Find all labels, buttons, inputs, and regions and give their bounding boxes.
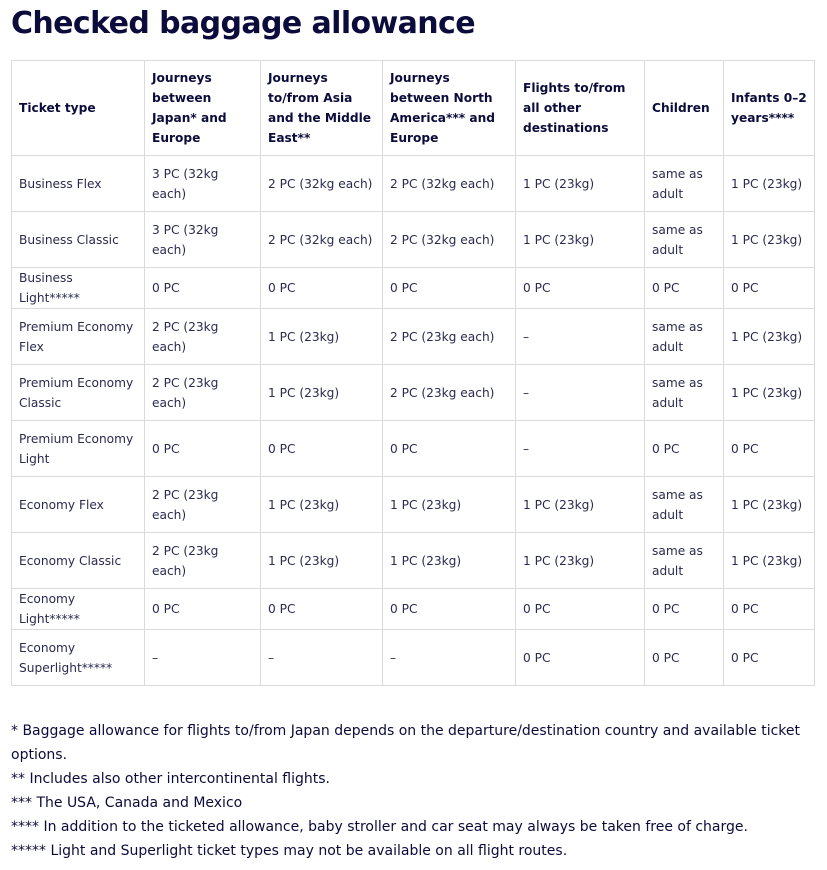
- ticket-type-cell: Premium Economy Light: [12, 421, 145, 477]
- table-cell: 1 PC (23kg): [724, 365, 815, 421]
- ticket-type-cell: Economy Flex: [12, 477, 145, 533]
- table-cell: 0 PC: [645, 268, 724, 309]
- table-cell: 1 PC (23kg): [516, 156, 645, 212]
- baggage-allowance-table: [11, 60, 815, 686]
- table-row: [12, 365, 815, 421]
- ticket-type-cell: Premium Economy Classic: [12, 365, 145, 421]
- table-cell: 0 PC: [645, 589, 724, 630]
- table-cell: 0 PC: [724, 630, 815, 686]
- table-row: [12, 421, 815, 477]
- ticket-type-cell: Business Classic: [12, 212, 145, 268]
- footnote: ** Includes also other intercontinental flights.: [11, 771, 330, 787]
- table-cell: –: [145, 630, 261, 686]
- table-cell: 0 PC: [516, 268, 645, 309]
- column-header-ticket-type: Ticket type: [12, 61, 145, 156]
- table-cell: 0 PC: [145, 268, 261, 309]
- table-cell: –: [383, 630, 516, 686]
- table-cell: 0 PC: [383, 268, 516, 309]
- column-header-children: Children: [645, 61, 724, 156]
- table-cell: same as adult: [645, 156, 724, 212]
- table-cell: 2 PC (32kg each): [383, 156, 516, 212]
- table-cell: 3 PC (32kg each): [145, 212, 261, 268]
- table-cell: 1 PC (23kg): [261, 365, 383, 421]
- table-cell: 2 PC (23kg each): [145, 309, 261, 365]
- table-cell: 0 PC: [261, 421, 383, 477]
- ticket-type-cell: Economy Light*****: [12, 589, 145, 630]
- table-cell: 1 PC (23kg): [724, 156, 815, 212]
- table-cell: 0 PC: [261, 589, 383, 630]
- table-row: [12, 156, 815, 212]
- table-cell: –: [516, 421, 645, 477]
- table-cell: 1 PC (23kg): [724, 212, 815, 268]
- table-cell: 3 PC (32kg each): [145, 156, 261, 212]
- table-cell: 0 PC: [516, 630, 645, 686]
- table-cell: 0 PC: [145, 589, 261, 630]
- column-header-asia-middle-east: Journeys to/from Asia and the Middle East**: [261, 61, 383, 156]
- table-cell: 1 PC (23kg): [261, 533, 383, 589]
- table-cell: 1 PC (23kg): [516, 533, 645, 589]
- ticket-type-cell: Business Light*****: [12, 268, 145, 309]
- table-cell: same as adult: [645, 533, 724, 589]
- table-row: [12, 533, 815, 589]
- column-header-japan-europe: Journeys between Japan* and Europe: [145, 61, 261, 156]
- table-cell: 0 PC: [516, 589, 645, 630]
- table-cell: 0 PC: [724, 589, 815, 630]
- table-cell: 1 PC (23kg): [383, 477, 516, 533]
- table-cell: 2 PC (32kg each): [261, 212, 383, 268]
- footnotes: [11, 719, 811, 863]
- table-cell: –: [261, 630, 383, 686]
- table-cell: 1 PC (23kg): [261, 477, 383, 533]
- table-header-row: [12, 61, 815, 156]
- ticket-type-cell: Economy Superlight*****: [12, 630, 145, 686]
- table-row: [12, 309, 815, 365]
- table-cell: same as adult: [645, 212, 724, 268]
- table-row: [12, 212, 815, 268]
- table-cell: 0 PC: [645, 421, 724, 477]
- page-title: Checked baggage allowance: [11, 6, 475, 41]
- column-header-north-america-europe: Journeys between North America*** and Europe: [383, 61, 516, 156]
- table-row: [12, 589, 815, 630]
- table-cell: 2 PC (23kg each): [145, 365, 261, 421]
- table-cell: same as adult: [645, 309, 724, 365]
- column-header-other-destinations: Flights to/from all other destinations: [516, 61, 645, 156]
- table-row: [12, 268, 815, 309]
- table-cell: 1 PC (23kg): [516, 212, 645, 268]
- table-cell: 0 PC: [383, 421, 516, 477]
- table-cell: 1 PC (23kg): [724, 533, 815, 589]
- table-row: [12, 630, 815, 686]
- table-cell: 0 PC: [261, 268, 383, 309]
- table-cell: same as adult: [645, 365, 724, 421]
- ticket-type-cell: Premium Economy Flex: [12, 309, 145, 365]
- table-cell: same as adult: [645, 477, 724, 533]
- ticket-type-cell: Business Flex: [12, 156, 145, 212]
- footnote: *** The USA, Canada and Mexico: [11, 795, 243, 811]
- table-row: [12, 477, 815, 533]
- table-cell: 1 PC (23kg): [516, 477, 645, 533]
- column-header-infants: Infants 0–2 years****: [724, 61, 815, 156]
- table-cell: –: [516, 309, 645, 365]
- table-cell: 1 PC (23kg): [383, 533, 516, 589]
- table-cell: 2 PC (32kg each): [383, 212, 516, 268]
- table-cell: 2 PC (23kg each): [145, 533, 261, 589]
- table-cell: 1 PC (23kg): [724, 477, 815, 533]
- table-cell: 0 PC: [645, 630, 724, 686]
- footnote: * Baggage allowance for flights to/from Japan depends on the departure/destination country and available ticket options.: [11, 723, 801, 763]
- footnote: ***** Light and Superlight ticket types may not be available on all flight routes.: [11, 843, 568, 859]
- table-cell: 2 PC (23kg each): [383, 365, 516, 421]
- table-cell: 1 PC (23kg): [724, 309, 815, 365]
- table-cell: 2 PC (23kg each): [383, 309, 516, 365]
- table-cell: 0 PC: [724, 268, 815, 309]
- table-cell: –: [516, 365, 645, 421]
- table-cell: 2 PC (23kg each): [145, 477, 261, 533]
- table-cell: 1 PC (23kg): [261, 309, 383, 365]
- table-cell: 0 PC: [145, 421, 261, 477]
- footnote: **** In addition to the ticketed allowance, baby stroller and car seat may always be taken free of charge.: [11, 819, 748, 835]
- table-cell: 2 PC (32kg each): [261, 156, 383, 212]
- table-cell: 0 PC: [724, 421, 815, 477]
- ticket-type-cell: Economy Classic: [12, 533, 145, 589]
- table-cell: 0 PC: [383, 589, 516, 630]
